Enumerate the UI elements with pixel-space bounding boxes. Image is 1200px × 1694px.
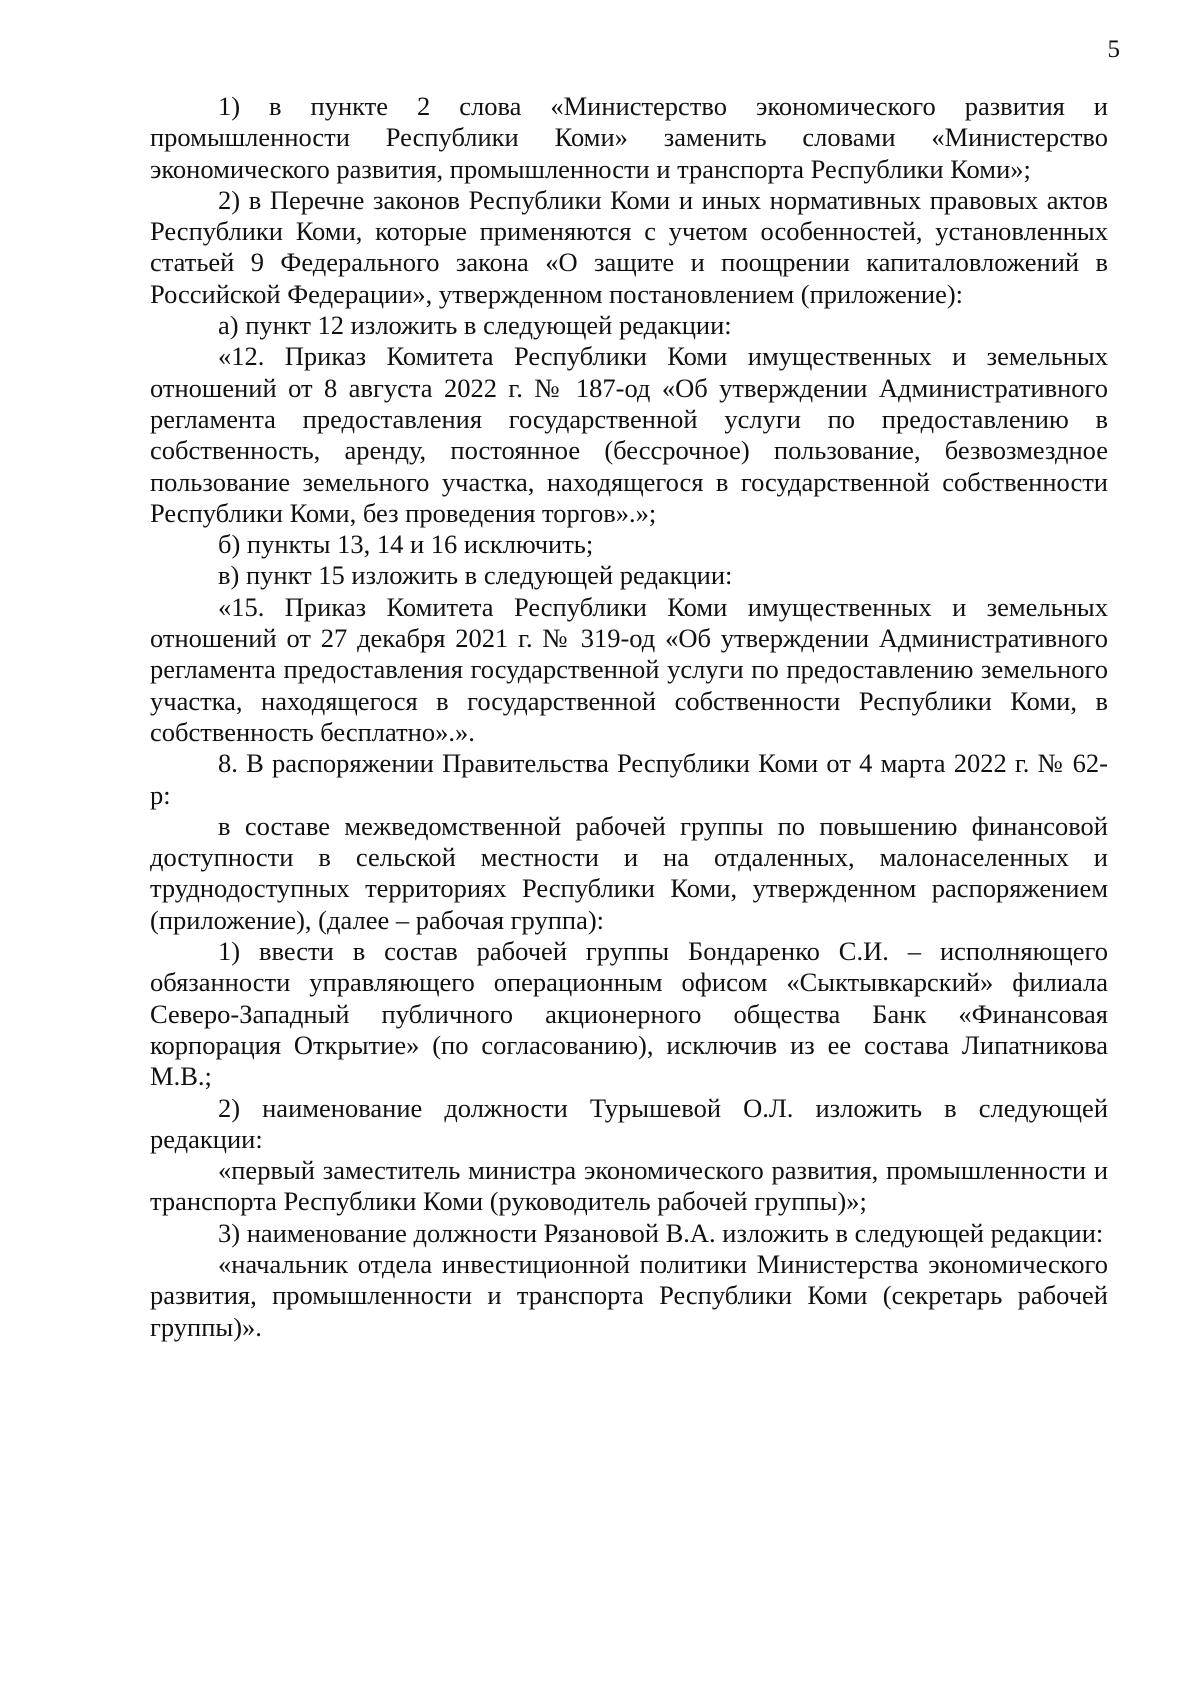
paragraph-8: 8. В распоряжении Правительства Республики Коми от 4 марта 2022 г. № 62-р: [150,748,1108,810]
paragraph-2: 2) в Перечне законов Республики Коми и иных нормативных правовых актов Республики Коми, которые применяются с учетом особенностей, установленных статьей 9 Федерального закона «О защите и поощрении капиталовложений в Российской Федерации», утвержденном постановлением (приложение): [150,184,1108,309]
paragraph-13: 3) наименование должности Рязановой В.А. изложить в следующей редакции: [218,1217,1104,1248]
paragraph-11: 2) наименование должности Турышевой О.Л. изложить в следующей редакции: [150,1092,1108,1154]
page-number: 5 [1107,36,1120,63]
paragraph-6: в) пункт 15 изложить в следующей редакции: [218,560,733,591]
paragraph-4: «12. Приказ Комитета Республики Коми имущественных и земельных отношений от 8 августа 2022 г. № 187-од «Об утверждении Административного регламента предоставления государственной услуги по предоставлению в собственность, аренду, постоянное (бессрочное) пользование, безвозмездное пользование земельного участка, находящегося в государственной собственности Республики Коми, без проведения торгов».»; [150,341,1108,528]
paragraph-1: 1) в пункте 2 слова «Министерство экономического развития и промышленности Республики Коми» заменить словами «Министерство экономического развития, промышленности и транспорта Республики Коми»; [150,91,1108,184]
paragraph-3: а) пункт 12 изложить в следующей редакции: [218,310,732,341]
paragraph-7: «15. Приказ Комитета Республики Коми имущественных и земельных отношений от 27 декабря 2021 г. № 319-од «Об утверждении Административного регламента предоставления государственной услуги по предоставлению земельного участка, находящегося в государственной собственности Республики Коми, в собственность бесплатно».». [150,591,1108,747]
document-body [150,91,1108,1343]
paragraph-5: б) пункты 13, 14 и 16 исключить; [218,529,594,560]
paragraph-14: «начальник отдела инвестиционной политики Министерства экономического развития, промышленности и транспорта Республики Коми (секретарь рабочей группы)». [150,1248,1108,1342]
paragraph-12: «первый заместитель министра экономического развития, промышленности и транспорта Республики Коми (руководитель рабочей группы)»; [150,1155,1108,1217]
paragraph-10: 1) ввести в состав рабочей группы Бондаренко С.И. – исполняющего обязанности управляющего операционным офисом «Сыктывкарский» филиала Северо-Западный публичного акционерного общества Банк «Финансовая корпорация Открытие» (по согласованию), исключив из ее состава Липатникова М.В.; [150,936,1108,1092]
paragraph-9: в составе межведомственной рабочей группы по повышению финансовой доступности в сельской местности и на отдаленных, малонаселенных и труднодоступных территориях Республики Коми, утвержденном распоряжением (приложение), (далее – рабочая группа): [150,810,1108,935]
